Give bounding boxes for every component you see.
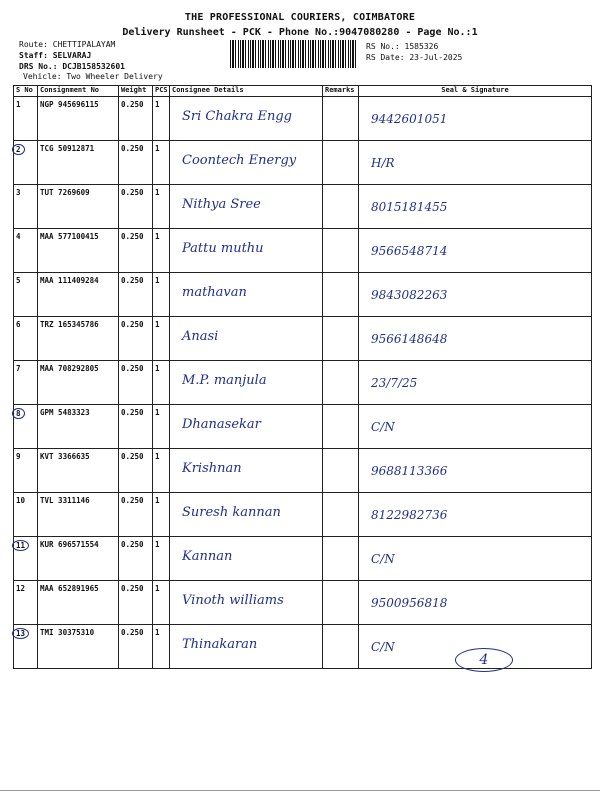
cell-weight: 0.250: [119, 449, 153, 493]
cell-remarks: [323, 185, 359, 229]
table-row: [14, 97, 592, 141]
staff-line: Staff: SELVARAJ: [19, 51, 92, 60]
cell-signature: [359, 493, 592, 537]
col-pcs: PCS: [153, 86, 170, 97]
cell-consignee: [170, 625, 323, 669]
cell-sno: 4: [14, 229, 38, 273]
cell-weight: 0.250: [119, 141, 153, 185]
rs-date-value: 23-Jul-2025: [409, 53, 463, 62]
rs-no-line: RS No.: 1585326: [366, 42, 439, 51]
cell-weight: 0.250: [119, 229, 153, 273]
cell-signature: [359, 229, 592, 273]
cell-remarks: [323, 141, 359, 185]
cell-weight: 0.250: [119, 273, 153, 317]
cell-pcs: 1: [153, 581, 170, 625]
cell-remarks: [323, 97, 359, 141]
signature-handwriting: C/N: [371, 552, 395, 566]
runsheet-subtitle: Delivery Runsheet - PCK - Phone No.:9047080280 - Page No.:1: [122, 27, 478, 38]
cell-remarks: [323, 229, 359, 273]
cell-remarks: [323, 581, 359, 625]
cell-pcs: 1: [153, 405, 170, 449]
signature-handwriting: 9688113366: [371, 464, 448, 478]
table-row: [14, 317, 592, 361]
cell-remarks: [323, 317, 359, 361]
signature-handwriting: 9843082263: [371, 288, 448, 302]
cell-signature: [359, 185, 592, 229]
drs-line: DRS No.: DCJB158532601: [19, 62, 125, 71]
cell-consignment-no: MAA 652891965: [38, 581, 119, 625]
cell-weight: 0.250: [119, 537, 153, 581]
cell-consignment-no: KUR 696571554: [38, 537, 119, 581]
cell-consignee: [170, 141, 323, 185]
consignee-handwriting: Nithya Sree: [182, 197, 261, 212]
route-value: CHETTIPALAYAM: [52, 40, 116, 49]
signature-handwriting: 9566148648: [371, 332, 448, 346]
cell-consignment-no: TCG 50912871: [38, 141, 119, 185]
consignee-handwriting: Vinoth williams: [182, 593, 284, 608]
cell-signature: [359, 141, 592, 185]
cell-sno: 1: [14, 97, 38, 141]
cell-signature: [359, 581, 592, 625]
vehicle-line: Vehicle: Two Wheeler Delivery: [23, 72, 163, 81]
cell-weight: 0.250: [119, 493, 153, 537]
cell-pcs: 1: [153, 361, 170, 405]
cell-consignment-no: MAA 708292805: [38, 361, 119, 405]
rs-date-line: RS Date: 23-Jul-2025: [366, 53, 463, 62]
col-sno: S No: [14, 86, 38, 97]
cell-pcs: 1: [153, 317, 170, 361]
cell-remarks: [323, 449, 359, 493]
cell-signature: [359, 537, 592, 581]
cell-remarks: [323, 273, 359, 317]
cell-consignee: [170, 537, 323, 581]
consignee-handwriting: Anasi: [182, 329, 219, 344]
table-row: [14, 185, 592, 229]
cell-sno: 6: [14, 317, 38, 361]
cell-consignment-no: MAA 111409284: [38, 273, 119, 317]
signature-handwriting: C/N: [371, 640, 395, 654]
cell-signature: [359, 317, 592, 361]
table-row: [14, 449, 592, 493]
cell-consignee: [170, 185, 323, 229]
cell-remarks: [323, 493, 359, 537]
signature-handwriting: 9566548714: [371, 244, 448, 258]
cell-consignee: [170, 97, 323, 141]
runsheet-table: [13, 85, 592, 669]
consignee-handwriting: Suresh kannan: [182, 505, 281, 520]
consignee-handwriting: Sri Chakra Engg: [182, 109, 292, 124]
cell-pcs: 1: [153, 141, 170, 185]
cell-weight: 0.250: [119, 625, 153, 669]
signature-handwriting: C/N: [371, 420, 395, 434]
cell-remarks: [323, 405, 359, 449]
col-weight: Weight: [119, 86, 153, 97]
cell-pcs: 1: [153, 229, 170, 273]
cell-weight: 0.250: [119, 185, 153, 229]
consignee-handwriting: Krishnan: [182, 461, 242, 476]
cell-sno: 11: [14, 537, 38, 581]
col-consignee: Consignee Details: [170, 86, 323, 97]
table-row: [14, 273, 592, 317]
cell-sno: 9: [14, 449, 38, 493]
barcode: [230, 40, 356, 68]
cell-pcs: 1: [153, 273, 170, 317]
staff-value: SELVARAJ: [52, 51, 92, 60]
cell-sno: 7: [14, 361, 38, 405]
cell-signature: [359, 97, 592, 141]
table-row: [14, 229, 592, 273]
bottom-rule: [0, 790, 600, 791]
cell-pcs: 1: [153, 185, 170, 229]
cell-sno: 10: [14, 493, 38, 537]
cell-pcs: 1: [153, 97, 170, 141]
cell-sno: 3: [14, 185, 38, 229]
cell-remarks: [323, 361, 359, 405]
consignee-handwriting: mathavan: [182, 285, 247, 300]
cell-pcs: 1: [153, 537, 170, 581]
cell-consignee: [170, 361, 323, 405]
cell-consignment-no: TMI 30375310: [38, 625, 119, 669]
cell-consignment-no: MAA 577100415: [38, 229, 119, 273]
cell-consignee: [170, 493, 323, 537]
route-line: Route: CHETTIPALAYAM: [19, 40, 116, 49]
table-row: [14, 537, 592, 581]
table-row: [14, 361, 592, 405]
cell-weight: 0.250: [119, 405, 153, 449]
cell-sno: 5: [14, 273, 38, 317]
cell-consignment-no: GPM 5483323: [38, 405, 119, 449]
vehicle-value: Two Wheeler Delivery: [66, 72, 163, 81]
cell-consignee: [170, 581, 323, 625]
company-title: THE PROFESSIONAL COURIERS, COIMBATORE: [184, 12, 416, 23]
cell-weight: 0.250: [119, 97, 153, 141]
cell-remarks: [323, 625, 359, 669]
cell-consignment-no: NGP 945696115: [38, 97, 119, 141]
col-signature: Seal & Signature: [359, 86, 592, 97]
cell-consignee: [170, 449, 323, 493]
cell-weight: 0.250: [119, 317, 153, 361]
consignee-handwriting: Coontech Energy: [182, 153, 297, 168]
table-row: [14, 581, 592, 625]
page-mark: 4: [455, 648, 513, 672]
cell-weight: 0.250: [119, 361, 153, 405]
consignee-handwriting: M.P. manjula: [182, 373, 267, 388]
cell-sno: 13: [14, 625, 38, 669]
table-row: [14, 493, 592, 537]
table-row: [14, 405, 592, 449]
signature-handwriting: H/R: [371, 156, 395, 170]
cell-pcs: 1: [153, 625, 170, 669]
consignee-handwriting: Kannan: [182, 549, 233, 564]
signature-handwriting: 9442601051: [371, 112, 448, 126]
col-consignment: Consignment No: [38, 86, 119, 97]
cell-pcs: 1: [153, 449, 170, 493]
cell-weight: 0.250: [119, 581, 153, 625]
cell-sno: 8: [14, 405, 38, 449]
cell-consignee: [170, 273, 323, 317]
consignee-handwriting: Dhanasekar: [182, 417, 261, 432]
table-header-row: [14, 86, 592, 97]
cell-consignment-no: TUT 7269609: [38, 185, 119, 229]
cell-signature: [359, 361, 592, 405]
signature-handwriting: 8015181455: [371, 200, 448, 214]
cell-remarks: [323, 537, 359, 581]
consignee-handwriting: Thinakaran: [182, 637, 258, 652]
consignee-handwriting: Pattu muthu: [182, 241, 264, 256]
rs-no-value: 1585326: [404, 42, 439, 51]
cell-signature: [359, 405, 592, 449]
cell-consignment-no: TVL 3311146: [38, 493, 119, 537]
drs-value: DCJB158532601: [62, 62, 125, 71]
cell-sno: 12: [14, 581, 38, 625]
cell-consignment-no: TRZ 165345786: [38, 317, 119, 361]
cell-consignment-no: KVT 3366635: [38, 449, 119, 493]
cell-signature: [359, 449, 592, 493]
cell-consignee: [170, 317, 323, 361]
signature-handwriting: 23/7/25: [371, 376, 418, 390]
cell-consignee: [170, 405, 323, 449]
cell-sno: 2: [14, 141, 38, 185]
signature-handwriting: 9500956818: [371, 596, 448, 610]
cell-pcs: 1: [153, 493, 170, 537]
table-row: [14, 141, 592, 185]
cell-consignee: [170, 229, 323, 273]
signature-handwriting: 8122982736: [371, 508, 448, 522]
col-remarks: Remarks: [323, 86, 359, 97]
cell-signature: [359, 273, 592, 317]
